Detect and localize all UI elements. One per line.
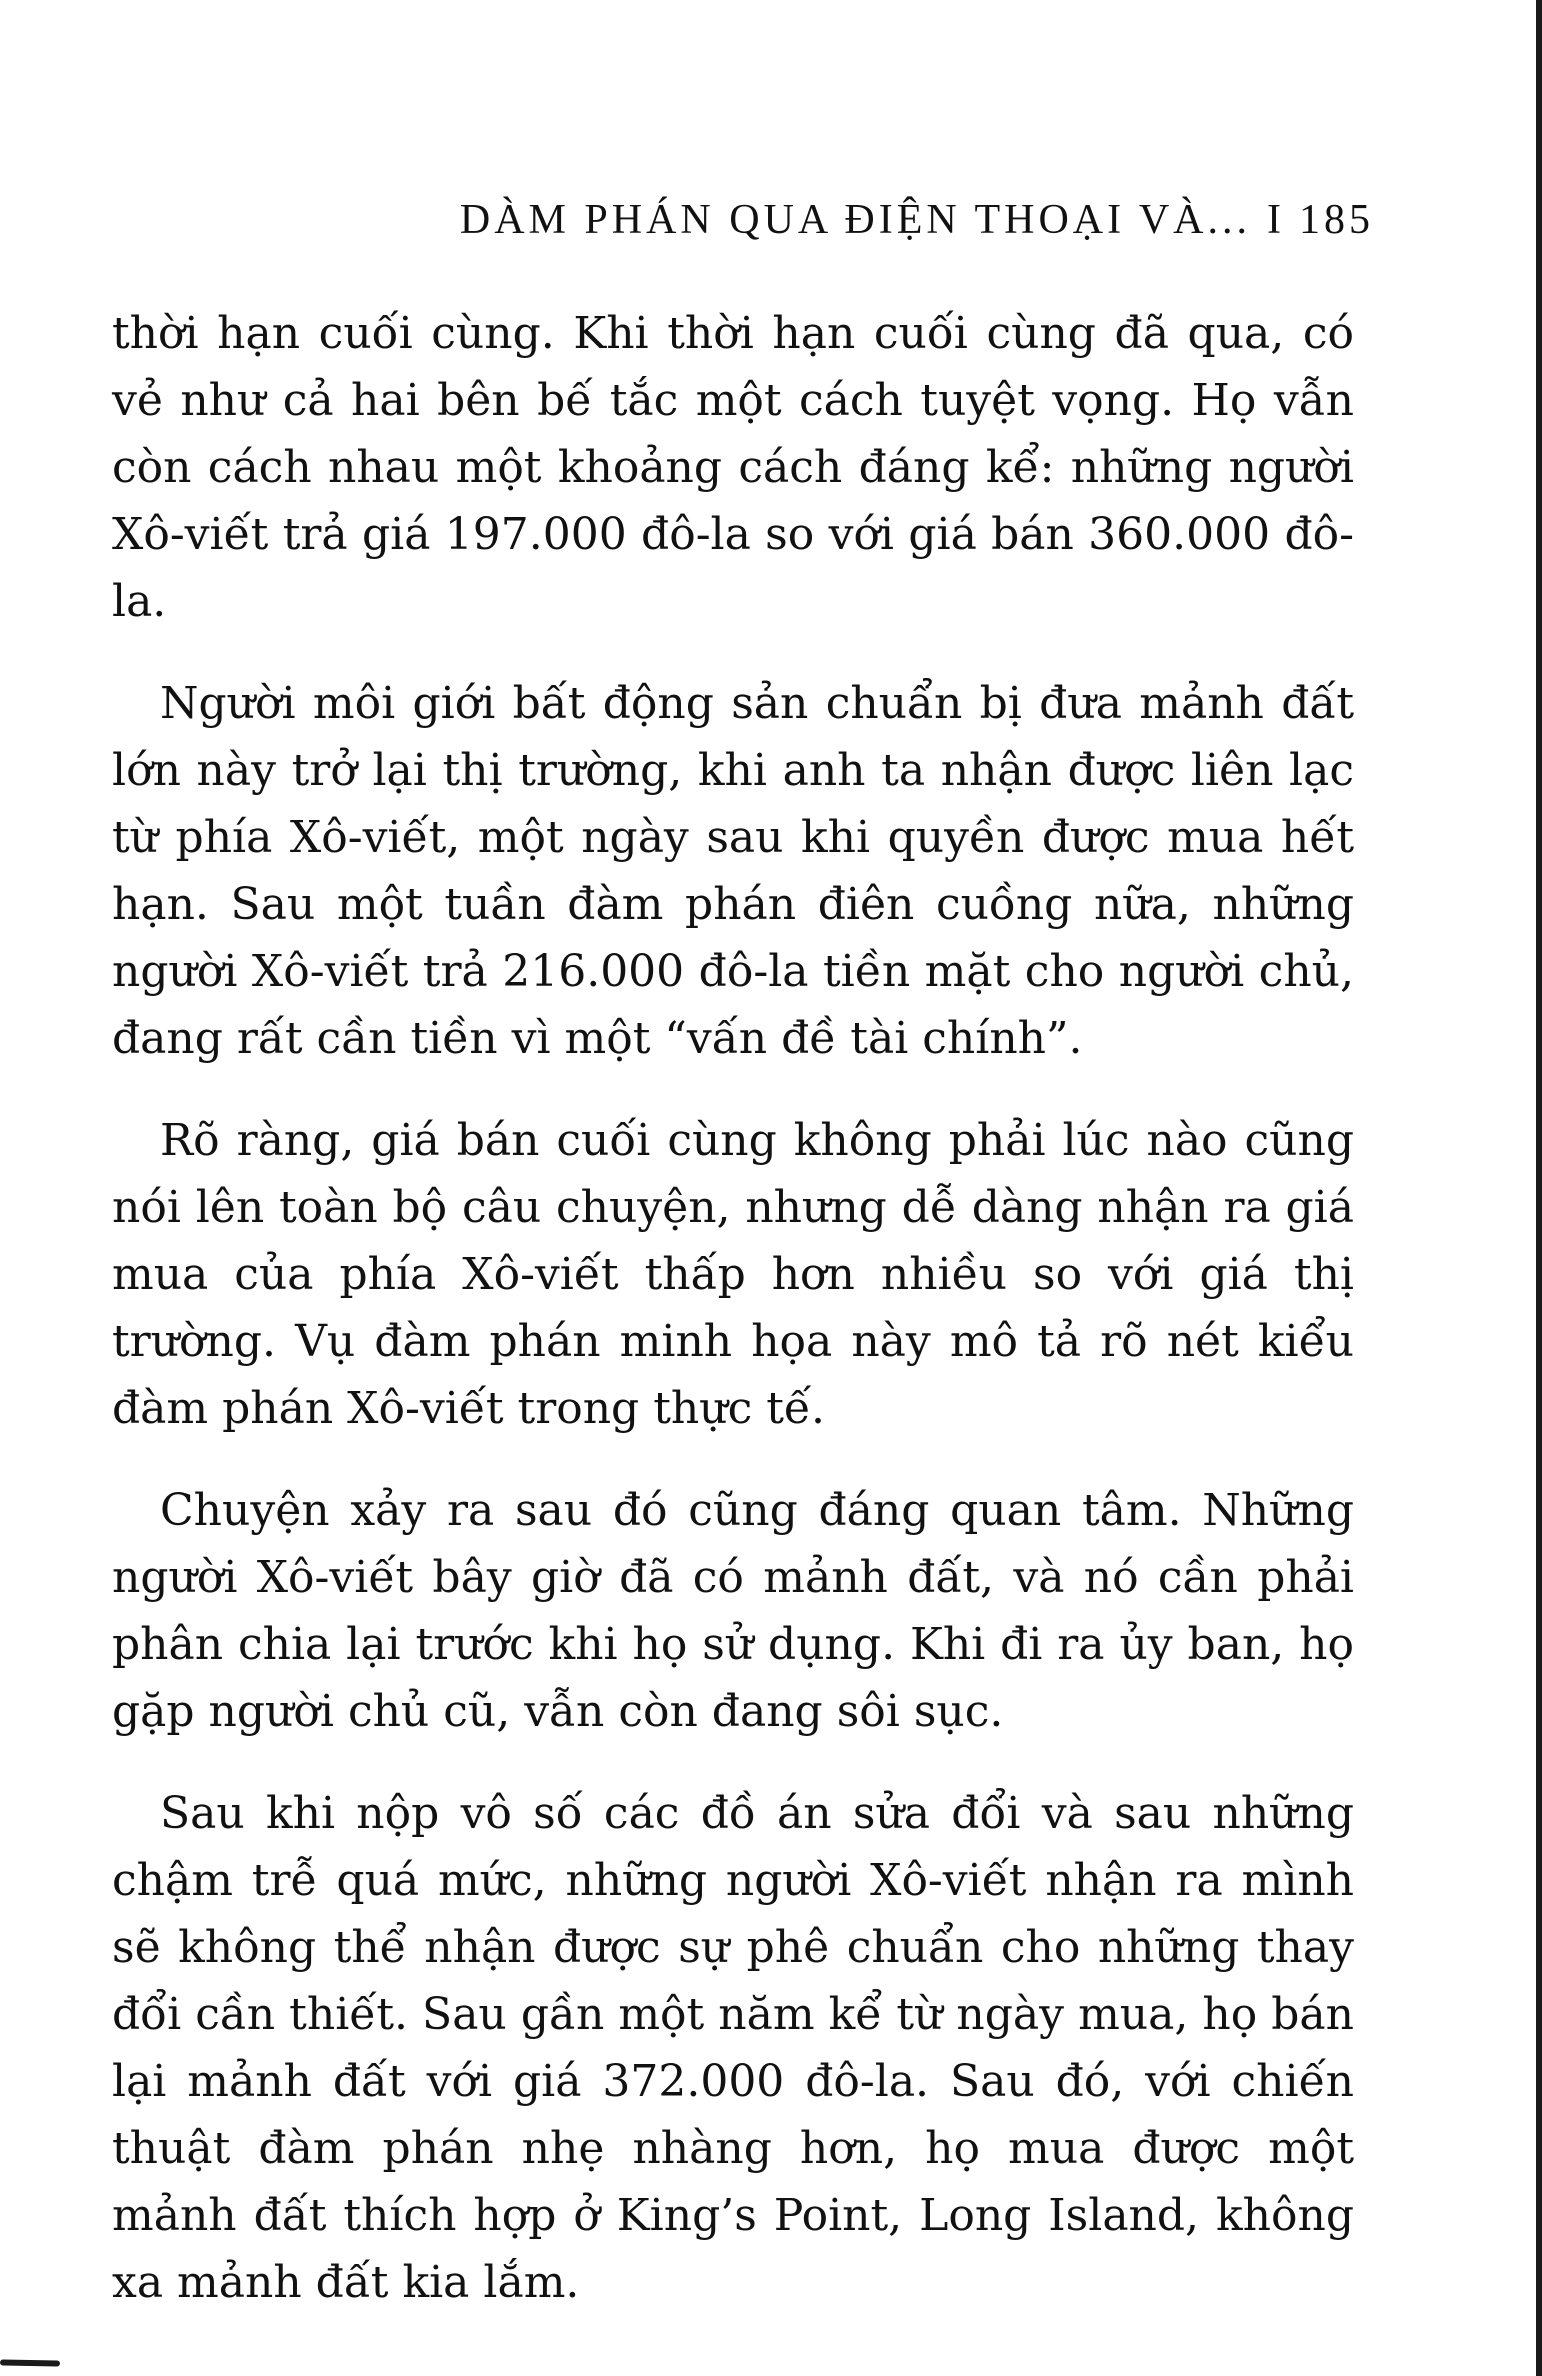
page-number: 185 [1299, 197, 1374, 243]
running-header [460, 196, 1374, 244]
page-edge-border [1536, 0, 1542, 2376]
body-text [112, 300, 1354, 2351]
paragraph-1: thời hạn cuối cùng. Khi thời hạn cuối cùng đã qua, có vẻ như cả hai bên bế tắc một cách tuyệt vọng. Họ vẫn còn cách nhau một khoảng cách đáng kể: những người Xô-viết trả giá 197.000 đô-la so với giá bán 360.000 đô-la. [112, 308, 1354, 627]
paragraph-4: Chuyện xảy ra sau đó cũng đáng quan tâm. Những người Xô-viết bây giờ đã có mảnh đất, và nó cần phải phân chia lại trước khi họ sử dụng. Khi đi ra ủy ban, họ gặp người chủ cũ, vẫn còn đang sôi sục. [112, 1485, 1354, 1737]
scan-mark [0, 2359, 60, 2366]
paragraph-5: Sau khi nộp vô số các đồ án sửa đổi và sau những chậm trễ quá mức, những người Xô-viết nhận ra mình sẽ không thể nhận được sự phê chuẩn cho những thay đổi cần thiết. Sau gần một năm kể từ ngày mua, họ bán lại mảnh đất với giá 372.000 đô-la. Sau đó, với chiến thuật đàm phán nhẹ nhàng hơn, họ mua được một mảnh đất thích hợp ở King’s Point, Long Island, không xa mảnh đất kia lắm. [112, 1788, 1354, 2308]
paragraph-2: Người môi giới bất động sản chuẩn bị đưa mảnh đất lớn này trở lại thị trường, khi anh ta nhận được liên lạc từ phía Xô-viết, một ngày sau khi quyền được mua hết hạn. Sau một tuần đàm phán điên cuồng nữa, những người Xô-viết trả 216.000 đô-la tiền mặt cho người chủ, đang rất cần tiền vì một “vấn đề tài chính”. [112, 678, 1354, 1064]
chapter-title: DÀM PHÁN QUA ĐIỆN THOẠI VÀ... [459, 197, 1251, 243]
header-separator: I [1267, 197, 1285, 243]
paragraph-3: Rõ ràng, giá bán cuối cùng không phải lúc nào cũng nói lên toàn bộ câu chuyện, nhưng dễ dàng nhận ra giá mua của phía Xô-viết thấp hơn nhiều so với giá thị trường. Vụ đàm phán minh họa này mô tả rõ nét kiểu đàm phán Xô-viết trong thực tế. [112, 1115, 1354, 1434]
